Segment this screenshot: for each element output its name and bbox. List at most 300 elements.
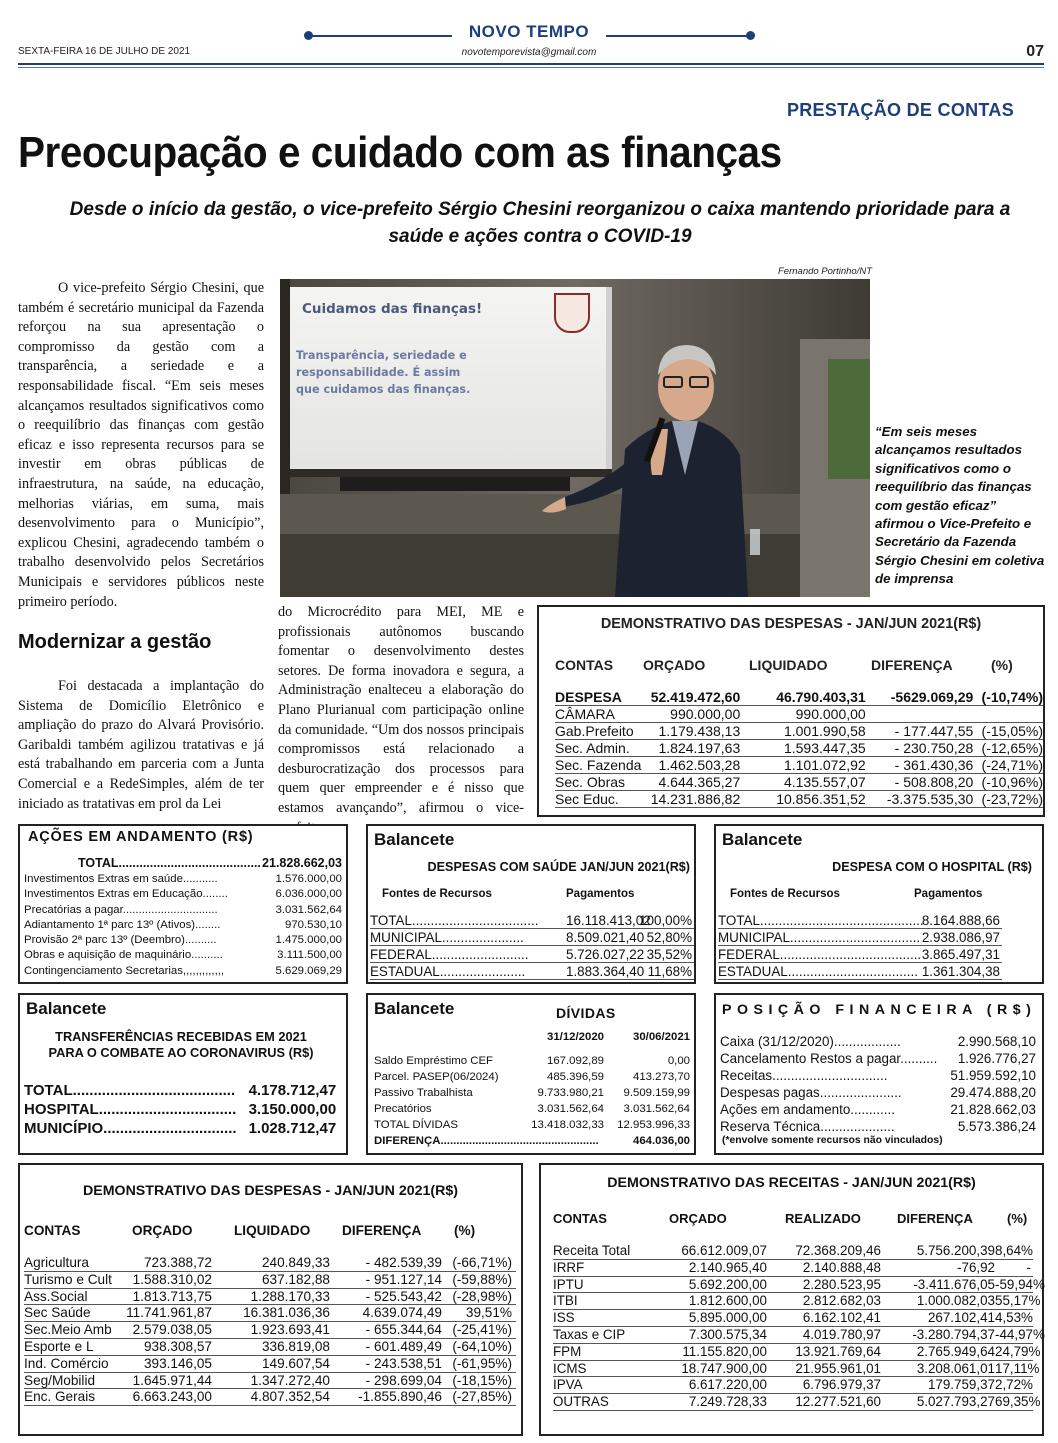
table-row (24, 903, 342, 918)
actions-total (78, 856, 342, 870)
table-row (553, 1394, 1041, 1411)
table-cell: -3.411.676,05 (913, 1276, 995, 1292)
table-cell: IRRF (553, 1259, 585, 1275)
table-row (24, 1373, 516, 1390)
col-fontes: Fontes de Recursos (382, 888, 492, 900)
table-cell: 336.819,08 (261, 1338, 330, 1354)
photo-caption: “Em seis meses alcançamos resultados significativos como o reequilíbrio das finanças com gestão eficaz” afirmou o Vice-Prefeito e Secretário da Fazenda Sérgio Chesini em coletiva de imprensa (875, 424, 1045, 587)
table-row (370, 912, 694, 929)
table-cell: 100,00% (639, 913, 692, 928)
table-row (553, 1343, 1041, 1361)
table-cell: 240.849,33 (261, 1255, 330, 1270)
table-cell: FEDERAL...................................... (718, 947, 922, 962)
table-cell: 9.733.980,21 (537, 1087, 604, 1099)
position-list (720, 1033, 1038, 1135)
table-row (720, 1033, 1038, 1050)
debts-difference (374, 1135, 690, 1147)
table-cell: 3.031.562,64 (275, 903, 342, 916)
header-rule-thin (18, 67, 1044, 68)
header-rule (18, 63, 1044, 65)
table-cell: 3.150.000,00 (248, 1101, 337, 1118)
slide-text: Transparência, seriedade e responsabilidade. É assim que cuidamos das finanças. (296, 349, 471, 396)
col-orcado: ORÇADO (132, 1223, 193, 1238)
table-cell: 2,72% (995, 1377, 1033, 1393)
col-desc (374, 1031, 524, 1043)
diff-value: 464.036,00 (632, 1135, 690, 1147)
table-cell: 2.765.949,64 (916, 1343, 995, 1359)
table-cell: 2.990.568,10 (957, 1034, 1036, 1049)
table-row (553, 1260, 1033, 1277)
col-2021: 30/06/2021 (632, 1031, 690, 1043)
transfers-box (18, 993, 348, 1155)
table-cell: 2.938.086,97 (921, 930, 1000, 945)
table-header (24, 1223, 494, 1238)
table-cell: Receitas............................... (720, 1068, 888, 1083)
expenses-table-2 (18, 1163, 523, 1436)
table-row (24, 918, 342, 933)
table-cell: 1.475.000,00 (275, 934, 342, 947)
table-row (553, 1293, 1041, 1310)
table-cell: 55,17% (995, 1293, 1041, 1309)
table-cell: (-23,72%) (981, 791, 1043, 807)
table-cell: 1.593.447,35 (783, 740, 866, 756)
table-cell: 723.388,72 (143, 1255, 212, 1270)
table-cell: 35,52% (646, 947, 692, 962)
col-diferenca: DIFERENÇA (871, 657, 953, 673)
table-cell: 72.368.209,46 (795, 1243, 881, 1258)
table-row (374, 1069, 692, 1085)
table-cell: 14.231.886,82 (650, 791, 741, 807)
table-cell: Obras e aquisição de maquinário.......... (24, 949, 223, 962)
table-cell: 5.756.200,39 (916, 1243, 995, 1258)
table-row (24, 948, 342, 963)
table-cell: 17,11% (995, 1360, 1040, 1376)
table-cell: TOTAL....................................... (24, 1082, 236, 1099)
total-label: TOTAL......................................... (78, 856, 261, 870)
table-cell: 16.118.413,02 (566, 913, 651, 928)
col-contas: CONTAS (553, 1211, 607, 1226)
table-row (24, 887, 342, 902)
table-cell: 16.381.036,36 (243, 1305, 330, 1321)
table-cell: 2.280.523,95 (802, 1276, 881, 1292)
section-label: PRESTAÇÃO DE CONTAS (786, 100, 1014, 120)
table-title: DEMONSTRATIVO DAS DESPESAS - JAN/JUN 2021(R$) (83, 1183, 458, 1199)
table-cell: TOTAL............................................ (718, 913, 924, 928)
table-cell: 3.208.061,01 (916, 1360, 995, 1376)
table-cell: (-10,96%) (981, 774, 1043, 790)
table-cell: Sec Educ. (555, 791, 619, 807)
page-number: 07 (1026, 43, 1044, 60)
table-cell: Investimentos Extras em Educação........ (24, 888, 228, 901)
masthead-dot-left (304, 31, 313, 40)
table-row (370, 963, 694, 980)
table-cell: (-10,74%) (981, 689, 1043, 705)
table-cell: - 655.344,64 (365, 1322, 442, 1338)
table-cell: 970.530,10 (284, 918, 342, 931)
table-cell: - 298.699,04 (365, 1372, 442, 1388)
table-cell: MUNICÍPIO................................ (24, 1120, 237, 1137)
table-cell: 3.031.562,64 (623, 1103, 690, 1115)
table-cell: - 508.808,20 (894, 774, 974, 790)
table-row (720, 1118, 1038, 1135)
col-orcado: ORÇADO (643, 657, 706, 673)
debts-box (366, 993, 696, 1155)
table-cell: Sec Saúde (24, 1305, 91, 1321)
health-list (370, 912, 694, 980)
table-cell: 938.308,57 (143, 1338, 212, 1354)
table-cell: 21.955.961,01 (795, 1360, 881, 1376)
table-cell: 3.031.562,64 (537, 1103, 604, 1115)
table-cell: 2.579.038,05 (132, 1322, 212, 1338)
table-cell: (-18,15%) (452, 1372, 512, 1388)
table-row (24, 872, 342, 887)
table-cell: Sec. Admin. (555, 740, 630, 756)
table-cell: 18.747.900,00 (681, 1360, 767, 1376)
table-row (555, 740, 1043, 757)
table-cell: -1.855.890,46 (358, 1389, 442, 1405)
photo-credit: Fernando Portinho/NT (778, 266, 872, 277)
table-row (24, 1081, 340, 1100)
table-row (553, 1310, 1033, 1327)
actions-list (24, 872, 342, 979)
table-cell: Sec.Meio Amb (24, 1322, 112, 1338)
table-body (24, 1255, 516, 1406)
table-cell: DESPESA (555, 689, 622, 705)
table-cell: (-24,71%) (981, 757, 1043, 773)
table-cell: ESTADUAL................................... (718, 964, 918, 979)
table-cell: Despesas pagas...................... (720, 1085, 902, 1100)
table-cell: 4.019.780,97 (802, 1326, 881, 1342)
col-fontes: Fontes de Recursos (730, 888, 840, 900)
table-cell: - 525.543,42 (365, 1288, 442, 1304)
health-balance-box (366, 824, 696, 984)
table-cell: 2.140.888,48 (802, 1259, 881, 1275)
table-cell: Passivo Trabalhista (374, 1087, 473, 1099)
table-cell: 21.828.662,03 (950, 1102, 1036, 1117)
box-title: POSIÇÃO FINANCEIRA (R$) (722, 1002, 1037, 1018)
table-row (553, 1326, 1045, 1344)
table-cell: 1.361.304,38 (921, 964, 1000, 979)
col-liquidado: LIQUIDADO (234, 1223, 311, 1238)
table-cell: 6.617.220,00 (688, 1377, 767, 1393)
issue-date: SEXTA-FEIRA 16 DE JULHO DE 2021 (18, 46, 191, 57)
table-cell: 4.135.557,07 (783, 774, 866, 790)
table-cell: 4,53% (995, 1310, 1033, 1326)
table-cell: (-12,65%) (981, 740, 1043, 756)
table-cell: Provisão 2ª parc 13º (Deembro).......... (24, 934, 217, 947)
table-cell: 10.856.351,52 (776, 791, 866, 807)
table-cell: 6.663.243,00 (132, 1389, 212, 1405)
table-row (718, 946, 1002, 963)
table-cell: 12.953.996,33 (617, 1119, 690, 1131)
slide-title: Cuidamos das finanças! (302, 301, 483, 317)
table-cell: 4.639.074,49 (362, 1305, 442, 1321)
table-row (24, 1305, 516, 1322)
table-cell: 5.629.069,29 (275, 964, 342, 977)
table-cell: (-61,95%) (452, 1355, 512, 1371)
table-cell: -44,97% (995, 1326, 1045, 1342)
table-cell: 1.813.713,75 (132, 1288, 212, 1304)
box-title: AÇÕES EM ANDAMENTO (R$) (28, 829, 254, 845)
table-cell: Esporte e L (24, 1338, 94, 1354)
table-cell: 2.812.682,03 (802, 1293, 881, 1309)
table-cell: - 230.750,28 (894, 740, 974, 756)
revenue-table (539, 1163, 1044, 1436)
table-cell: 393.146,05 (143, 1355, 212, 1371)
table-cell: (-64,10%) (452, 1338, 512, 1354)
table-row (374, 1101, 692, 1117)
table-cell: CÂMARA (555, 706, 615, 722)
table-cell: 5.726.027,22 (566, 947, 645, 962)
table-row (24, 1356, 516, 1373)
table-cell: 5.692.200,00 (688, 1276, 767, 1292)
table-cell: 1.179.438,13 (658, 723, 741, 739)
diff-label: DIFERENÇA.................................................. (374, 1135, 599, 1147)
transfers-list (24, 1081, 340, 1138)
table-cell: -5629.069,29 (890, 689, 974, 705)
contact-email: novotemporevista@gmail.com (461, 47, 597, 58)
table-row (24, 933, 342, 948)
city-seal-icon (554, 293, 590, 333)
table-cell: Adiantamento 1ª parc 13º (Ativos)........ (24, 918, 221, 931)
table-cell: -3.280.794,37 (912, 1326, 995, 1342)
table-cell: 46.790.403,31 (776, 689, 866, 705)
table-cell: - 177.447,55 (894, 723, 974, 739)
table-cell: (-28,98%) (452, 1288, 512, 1304)
table-cell: Gab.Prefeito (555, 723, 634, 739)
table-cell: Taxas e CIP (553, 1326, 626, 1342)
table-cell: 637.182,88 (261, 1271, 330, 1287)
col-2020: 31/12/2020 (546, 1031, 604, 1043)
table-cell: HOSPITAL................................. (24, 1101, 237, 1118)
table-cell: 990.000,00 (795, 706, 866, 722)
table-cell: 1.812.600,00 (688, 1293, 767, 1309)
table-cell: 6.036.000,00 (275, 888, 342, 901)
table-row (555, 757, 1043, 774)
col-pct: (%) (454, 1223, 476, 1238)
table-title: DEMONSTRATIVO DAS RECEITAS - JAN/JUN 2021(R$) (607, 1175, 976, 1191)
table-row (553, 1243, 1033, 1260)
masthead-rule-left (308, 35, 452, 37)
table-cell: Seg/Mobilid (24, 1372, 96, 1388)
table-cell: Saldo Empréstimo CEF (374, 1055, 494, 1067)
table-cell: 39,51% (465, 1305, 512, 1321)
table-row (24, 1389, 516, 1406)
table-cell: IPTU (553, 1276, 584, 1292)
table-cell: 1.288.170,33 (250, 1288, 330, 1304)
table-header (553, 1211, 1037, 1226)
total-value: 21.828.662,03 (262, 856, 342, 870)
table-cell: OUTRAS (553, 1394, 609, 1410)
table-cell: 1.883.364,40 (566, 964, 645, 979)
col-diferenca: DIFERENÇA (897, 1211, 973, 1226)
box-title: DESPESA COM O HOSPITAL (R$) (832, 860, 1032, 874)
table-cell: 3.865.497,31 (921, 947, 1000, 962)
box-label: Balancete (26, 999, 107, 1018)
table-cell: - 951.127,14 (365, 1271, 442, 1287)
table-row (555, 689, 1043, 706)
table-cell: 485.396,59 (546, 1071, 604, 1083)
table-cell: Ind. Comércio (24, 1355, 109, 1371)
table-cell: 1.028.712,47 (248, 1120, 337, 1137)
table-row (374, 1085, 692, 1101)
table-cell: 66.612.009,07 (681, 1243, 767, 1258)
table-row (718, 912, 1002, 929)
headline: Preocupação e cuidado com as finanças (18, 128, 782, 177)
table-cell: Agricultura (24, 1255, 89, 1270)
table-cell: (-25,41%) (452, 1322, 512, 1338)
col-pct: (%) (1007, 1211, 1028, 1226)
col-liquidado: LIQUIDADO (749, 657, 828, 673)
table-cell: 1.926.776,27 (957, 1051, 1036, 1066)
table-row (720, 1084, 1038, 1101)
table-cell: Sec. Fazenda (555, 757, 642, 773)
table-cell: 1.000.082,03 (916, 1293, 995, 1309)
table-cell: Precatórios (374, 1103, 432, 1115)
table-cell: 5.573.386,24 (957, 1119, 1036, 1134)
table-cell: 1.101.072,92 (783, 757, 866, 773)
table-cell: 413.273,70 (632, 1071, 690, 1083)
debts-list (374, 1053, 692, 1133)
box-title: TRANSFERÊNCIAS RECEBIDAS EM 2021 PARA O COMBATE AO CORONAVIRUS (R$) (48, 1029, 314, 1060)
table-cell: 5.027.793,27 (916, 1394, 995, 1410)
table-cell: - (1026, 1259, 1031, 1275)
col-contas: CONTAS (555, 657, 614, 673)
hospital-list (718, 912, 1002, 980)
table-cell: 4.178.712,47 (248, 1082, 337, 1099)
table-cell: Sec. Obras (555, 774, 626, 790)
table-cell: 8,64% (995, 1243, 1033, 1258)
box-header (730, 888, 982, 900)
col-pct: (%) (991, 657, 1013, 673)
table-cell: 1.923.693,41 (250, 1322, 330, 1338)
table-cell: Caixa (31/12/2020).................. (720, 1034, 901, 1049)
table-row (720, 1050, 1038, 1067)
table-cell: 7.249.728,33 (688, 1394, 767, 1410)
table-cell: 179.759,37 (927, 1377, 995, 1393)
table-cell: 990.000,00 (670, 706, 741, 722)
table-cell: 13.418.032,33 (531, 1119, 604, 1131)
table-cell: 69,35% (995, 1394, 1041, 1410)
table-row (370, 946, 694, 963)
table-cell: ESTADUAL....................... (370, 964, 526, 979)
table-cell: Reserva Técnica.................... (720, 1119, 895, 1134)
table-cell: (-15,05%) (981, 723, 1043, 739)
table-cell: (-66,71%) (452, 1255, 512, 1270)
table-cell: - 361.430,36 (894, 757, 974, 773)
table-cell: TOTAL.................................. (370, 913, 539, 928)
table-cell: 1.824.197,63 (658, 740, 741, 756)
table-cell: 1.001.990,58 (783, 723, 866, 739)
table-cell: 4.807.352,54 (250, 1389, 330, 1405)
table-cell: 29.474.888,20 (950, 1085, 1036, 1100)
table-cell: ISS (553, 1310, 575, 1326)
box-label: Balancete (722, 830, 803, 849)
table-cell: (-27,85%) (452, 1389, 512, 1405)
table-cell: IPVA (553, 1377, 583, 1393)
table-cell: Contingenciamento Secretarias,,,,,,,,,,,,, (24, 964, 225, 977)
table-row (24, 1339, 516, 1356)
table-cell: ICMS (553, 1360, 587, 1376)
table-row (370, 929, 694, 946)
table-cell: -76,92 (957, 1259, 995, 1275)
actions-box (18, 824, 348, 984)
subheadline: Desde o início da gestão, o vice-prefeito Sérgio Chesini reorganizou o caixa mantendo prioridade para a saúde e ações contra o COVID-19 (69, 199, 1011, 247)
table-cell: Precatórias a pagar.............................. (24, 903, 218, 916)
table-cell: 1.588.310,02 (132, 1271, 212, 1287)
col-orcado: ORÇADO (669, 1211, 727, 1226)
table-row (24, 1272, 516, 1289)
table-cell: 8.509.021,40 (566, 930, 645, 945)
masthead-rule-right (606, 35, 750, 37)
table-cell: 7.300.575,34 (688, 1326, 767, 1342)
table-cell: 12.277.521,60 (795, 1394, 881, 1410)
table-row (720, 1067, 1038, 1084)
table-row (374, 1053, 692, 1069)
table-title: DEMONSTRATIVO DAS DESPESAS - JAN/JUN 2021(R$) (600, 616, 982, 632)
table-cell: Ações em andamento............ (720, 1102, 895, 1117)
table-cell: 51.959.592,10 (950, 1068, 1036, 1083)
table-cell: 0,00 (667, 1055, 690, 1067)
box-label: Balancete (374, 830, 455, 849)
table-cell: MUNICIPAL...................... (370, 930, 524, 945)
table-cell (973, 706, 1043, 722)
table-cell: FPM (553, 1343, 582, 1359)
table-cell: Ass.Social (24, 1288, 88, 1304)
table-cell: 6.796.979,37 (802, 1377, 881, 1393)
table-row (555, 706, 1043, 723)
table-row (374, 1117, 692, 1133)
table-cell: -3.375.535,30 (886, 791, 974, 807)
table-cell: 52.419.472,60 (650, 689, 741, 705)
table-row (24, 1322, 516, 1339)
table-body (555, 689, 1043, 808)
table-row (720, 1101, 1038, 1118)
col-pagamentos: Pagamentos (914, 888, 983, 900)
table-cell: 11.741.961,87 (126, 1305, 212, 1321)
col-realizado: REALIZADO (785, 1211, 861, 1226)
table-header (555, 657, 1031, 673)
table-cell: FEDERAL.......................... (370, 947, 529, 962)
table-cell: 1.576.000,00 (275, 873, 342, 885)
table-row (555, 723, 1043, 740)
table-row (24, 1119, 340, 1138)
table-row (24, 1289, 516, 1306)
table-row (718, 963, 1002, 980)
box-label: Balancete (374, 999, 455, 1018)
table-cell: 2.140.965,40 (688, 1259, 767, 1275)
table-cell: 6.162.102,41 (802, 1310, 881, 1326)
table-row (555, 791, 1043, 808)
table-row (24, 1100, 340, 1119)
box-title: DÍVIDAS (556, 1005, 616, 1021)
table-cell: 167.092,89 (546, 1055, 604, 1067)
table-cell: 1.347.272,40 (250, 1372, 330, 1388)
table-cell: MUNICIPAL................................... (718, 930, 921, 945)
position-note: (*envolve somente recursos não vinculados) (722, 1135, 943, 1146)
table-cell: 149.607,54 (261, 1355, 330, 1371)
box-header (382, 888, 634, 900)
table-cell: 267.102,41 (927, 1310, 995, 1326)
newspaper-name: NOVO TEMPO (468, 22, 590, 41)
table-row (553, 1377, 1033, 1394)
article-paragraph-3: do Microcrédito para MEI, ME e profissionais autônomos buscando fomentar o desenvolvimento destes setores. De forma inovadora e segura, a Administração enalteceu a elaboração do Plano Plurianual com participação online da comunidade. “Um dos nossos principais compromissos está relacionado a desburocratização dos processos para quem quer empreender e é nisso que estamos avançando”, afirmou o vice- (278, 604, 524, 816)
table-cell: Turismo e Cult (24, 1271, 112, 1287)
col-diferenca: DIFERENÇA (342, 1223, 422, 1238)
press-photo (280, 279, 870, 597)
table-body (553, 1243, 1045, 1411)
table-cell: TOTAL DÍVIDAS (374, 1119, 458, 1131)
